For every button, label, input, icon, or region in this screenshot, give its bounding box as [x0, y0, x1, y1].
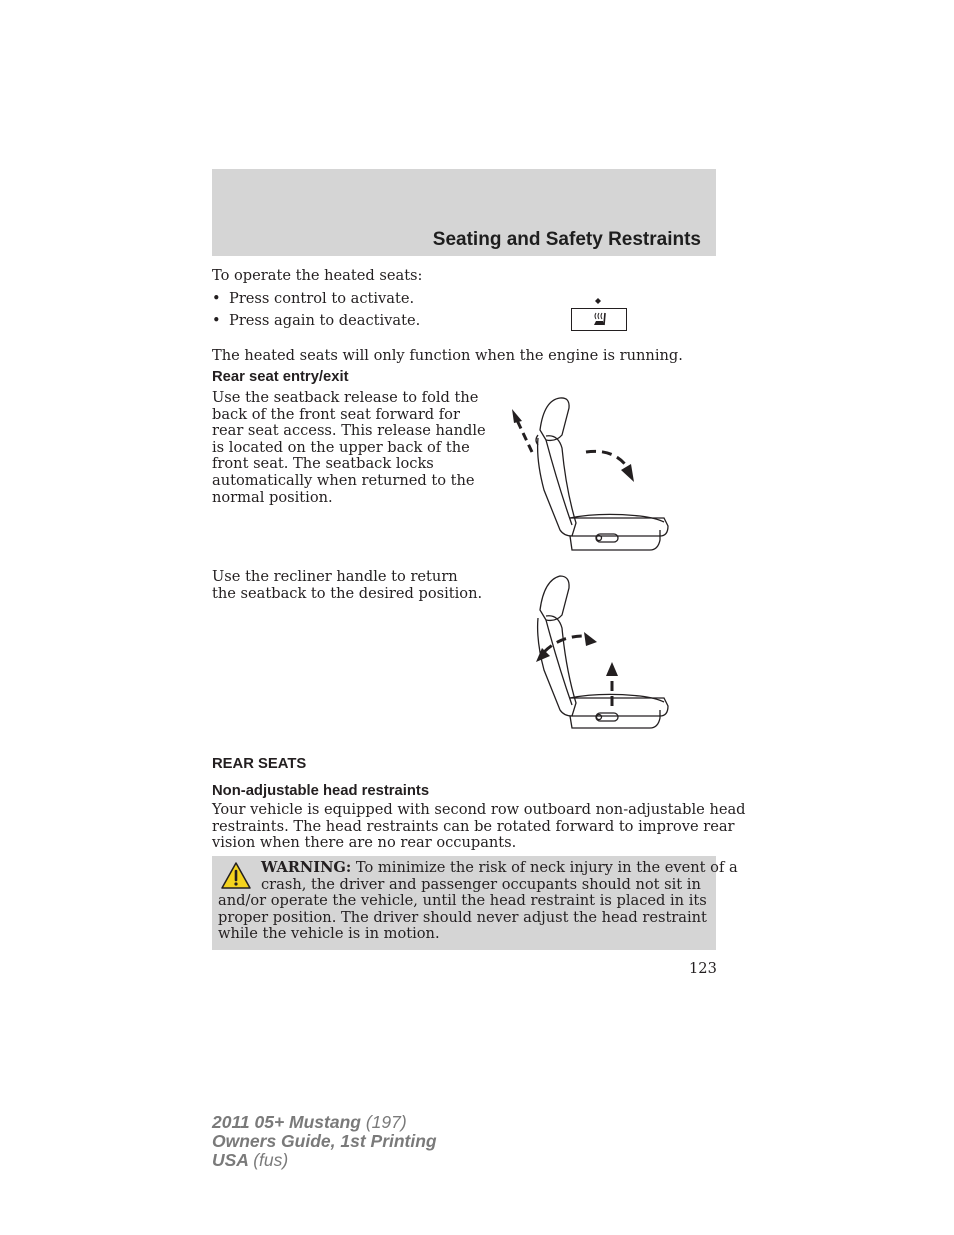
- text-line: proper position. The driver should never adjust the head restraint: [218, 908, 707, 926]
- document-footer: [212, 1113, 437, 1170]
- text-line: while the vehicle is in motion.: [218, 925, 440, 943]
- heated-seats-intro: To operate the heated seats:: [212, 267, 423, 284]
- heated-seat-icon: [572, 309, 626, 330]
- warning-triangle-icon: [220, 861, 252, 890]
- footer-line: [212, 1151, 437, 1170]
- footer-market-code: (fus): [253, 1150, 289, 1170]
- indicator-light-icon: [592, 297, 604, 307]
- footer-line: Owners Guide, 1st Printing: [212, 1131, 437, 1151]
- bullet-dot: •: [212, 312, 221, 329]
- text-line: crash, the driver and passenger occupants should not sit in: [261, 875, 701, 893]
- text-line: Use the seatback release to fold the: [212, 389, 479, 406]
- recliner-paragraph: [212, 569, 482, 602]
- heated-seats-note: The heated seats will only function when the engine is running.: [212, 347, 683, 364]
- text-line: the seatback to the desired position.: [212, 584, 483, 602]
- bullet-item: [212, 291, 414, 308]
- bullet-text: Press again to deactivate.: [229, 312, 421, 329]
- footer-line: [212, 1113, 437, 1132]
- text-line: and/or operate the vehicle, until the head restraint is placed in its: [218, 892, 707, 910]
- page-number: 123: [689, 960, 717, 977]
- text-line: rear seat access. This release handle: [212, 422, 486, 440]
- text-line: back of the front seat forward for: [212, 405, 460, 423]
- heated-seat-control: [571, 308, 627, 331]
- warning-first-line: [261, 860, 738, 877]
- bullet-text: Press control to activate.: [229, 290, 415, 307]
- section-header: [212, 169, 716, 256]
- text-line: To minimize the risk of neck injury in the event of a: [355, 859, 738, 876]
- text-line: is located on the upper back of the: [212, 438, 470, 456]
- head-restraints-paragraph: [212, 802, 746, 852]
- seat-recline-illustration: [500, 570, 675, 735]
- text-line: vision when there are no rear occupants.: [212, 834, 517, 852]
- bullet-dot: •: [212, 290, 221, 307]
- warning-box: [212, 856, 738, 950]
- footer-code: (197): [365, 1112, 407, 1132]
- seat-fold-illustration: [500, 390, 675, 555]
- rear-entry-heading: Rear seat entry/exit: [212, 369, 349, 385]
- text-line: front seat. The seatback locks: [212, 455, 434, 473]
- head-restraints-heading: Non-adjustable head restraints: [212, 783, 430, 799]
- section-title: Seating and Safety Restraints: [432, 229, 701, 250]
- text-line: normal position.: [212, 488, 333, 506]
- footer-model: 2011 05+ Mustang: [212, 1112, 361, 1132]
- text-line: automatically when returned to the: [212, 471, 475, 489]
- rear-seats-heading: REAR SEATS: [212, 756, 307, 772]
- text-line: restraints. The head restraints can be rotated forward to improve rear: [212, 817, 735, 835]
- text-line: Use the recliner handle to return: [212, 568, 458, 585]
- bullet-item: [212, 313, 420, 330]
- rear-entry-paragraph: [212, 390, 486, 506]
- footer-market: USA: [212, 1150, 249, 1170]
- text-line: Your vehicle is equipped with second row outboard non-adjustable head: [212, 801, 746, 818]
- warning-label: WARNING:: [261, 859, 352, 876]
